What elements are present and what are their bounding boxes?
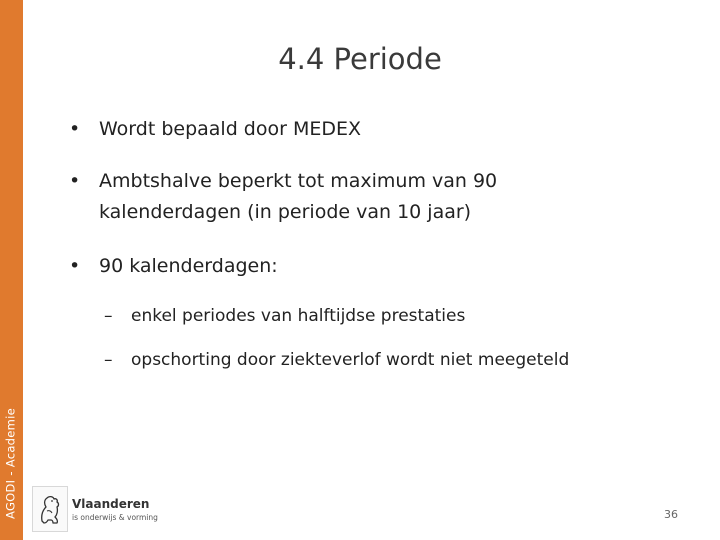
logo-subtitle: is onderwijs & vorming (72, 513, 158, 522)
bullet-marker: • (69, 170, 81, 192)
slide-content (66, 114, 686, 374)
flemish-lion-icon (32, 486, 68, 532)
sub-bullet-text: enkel periodes van halftijdse prestaties (131, 306, 466, 326)
sub-bullet-item (66, 346, 686, 374)
bullet-item (66, 166, 686, 228)
logo-name: Vlaanderen (72, 497, 150, 511)
bullet-item (66, 251, 686, 282)
side-label-text: AGODI - Academie (3, 407, 18, 519)
sub-bullet-marker: – (104, 350, 113, 370)
sub-bullet-text: opschorting door ziekteverlof wordt niet meegeteld (131, 350, 570, 370)
bullet-text-line: Ambtshalve beperkt tot maximum van 90 (99, 170, 498, 192)
bullet-marker: • (69, 118, 81, 140)
bullet-text: Wordt bepaald door MEDEX (99, 118, 362, 140)
vlaanderen-logo (32, 486, 162, 532)
sub-bullet-item (66, 302, 686, 330)
bullet-text: 90 kalenderdagen: (99, 255, 278, 277)
slide-title: 4.4 Periode (278, 42, 442, 76)
sub-bullet-marker: – (104, 306, 113, 326)
page-number: 36 (664, 508, 678, 521)
bullet-marker: • (69, 255, 81, 277)
bullet-item (66, 114, 686, 145)
bullet-text-line: kalenderdagen (in periode van 10 jaar) (99, 201, 472, 223)
side-label (0, 0, 23, 540)
